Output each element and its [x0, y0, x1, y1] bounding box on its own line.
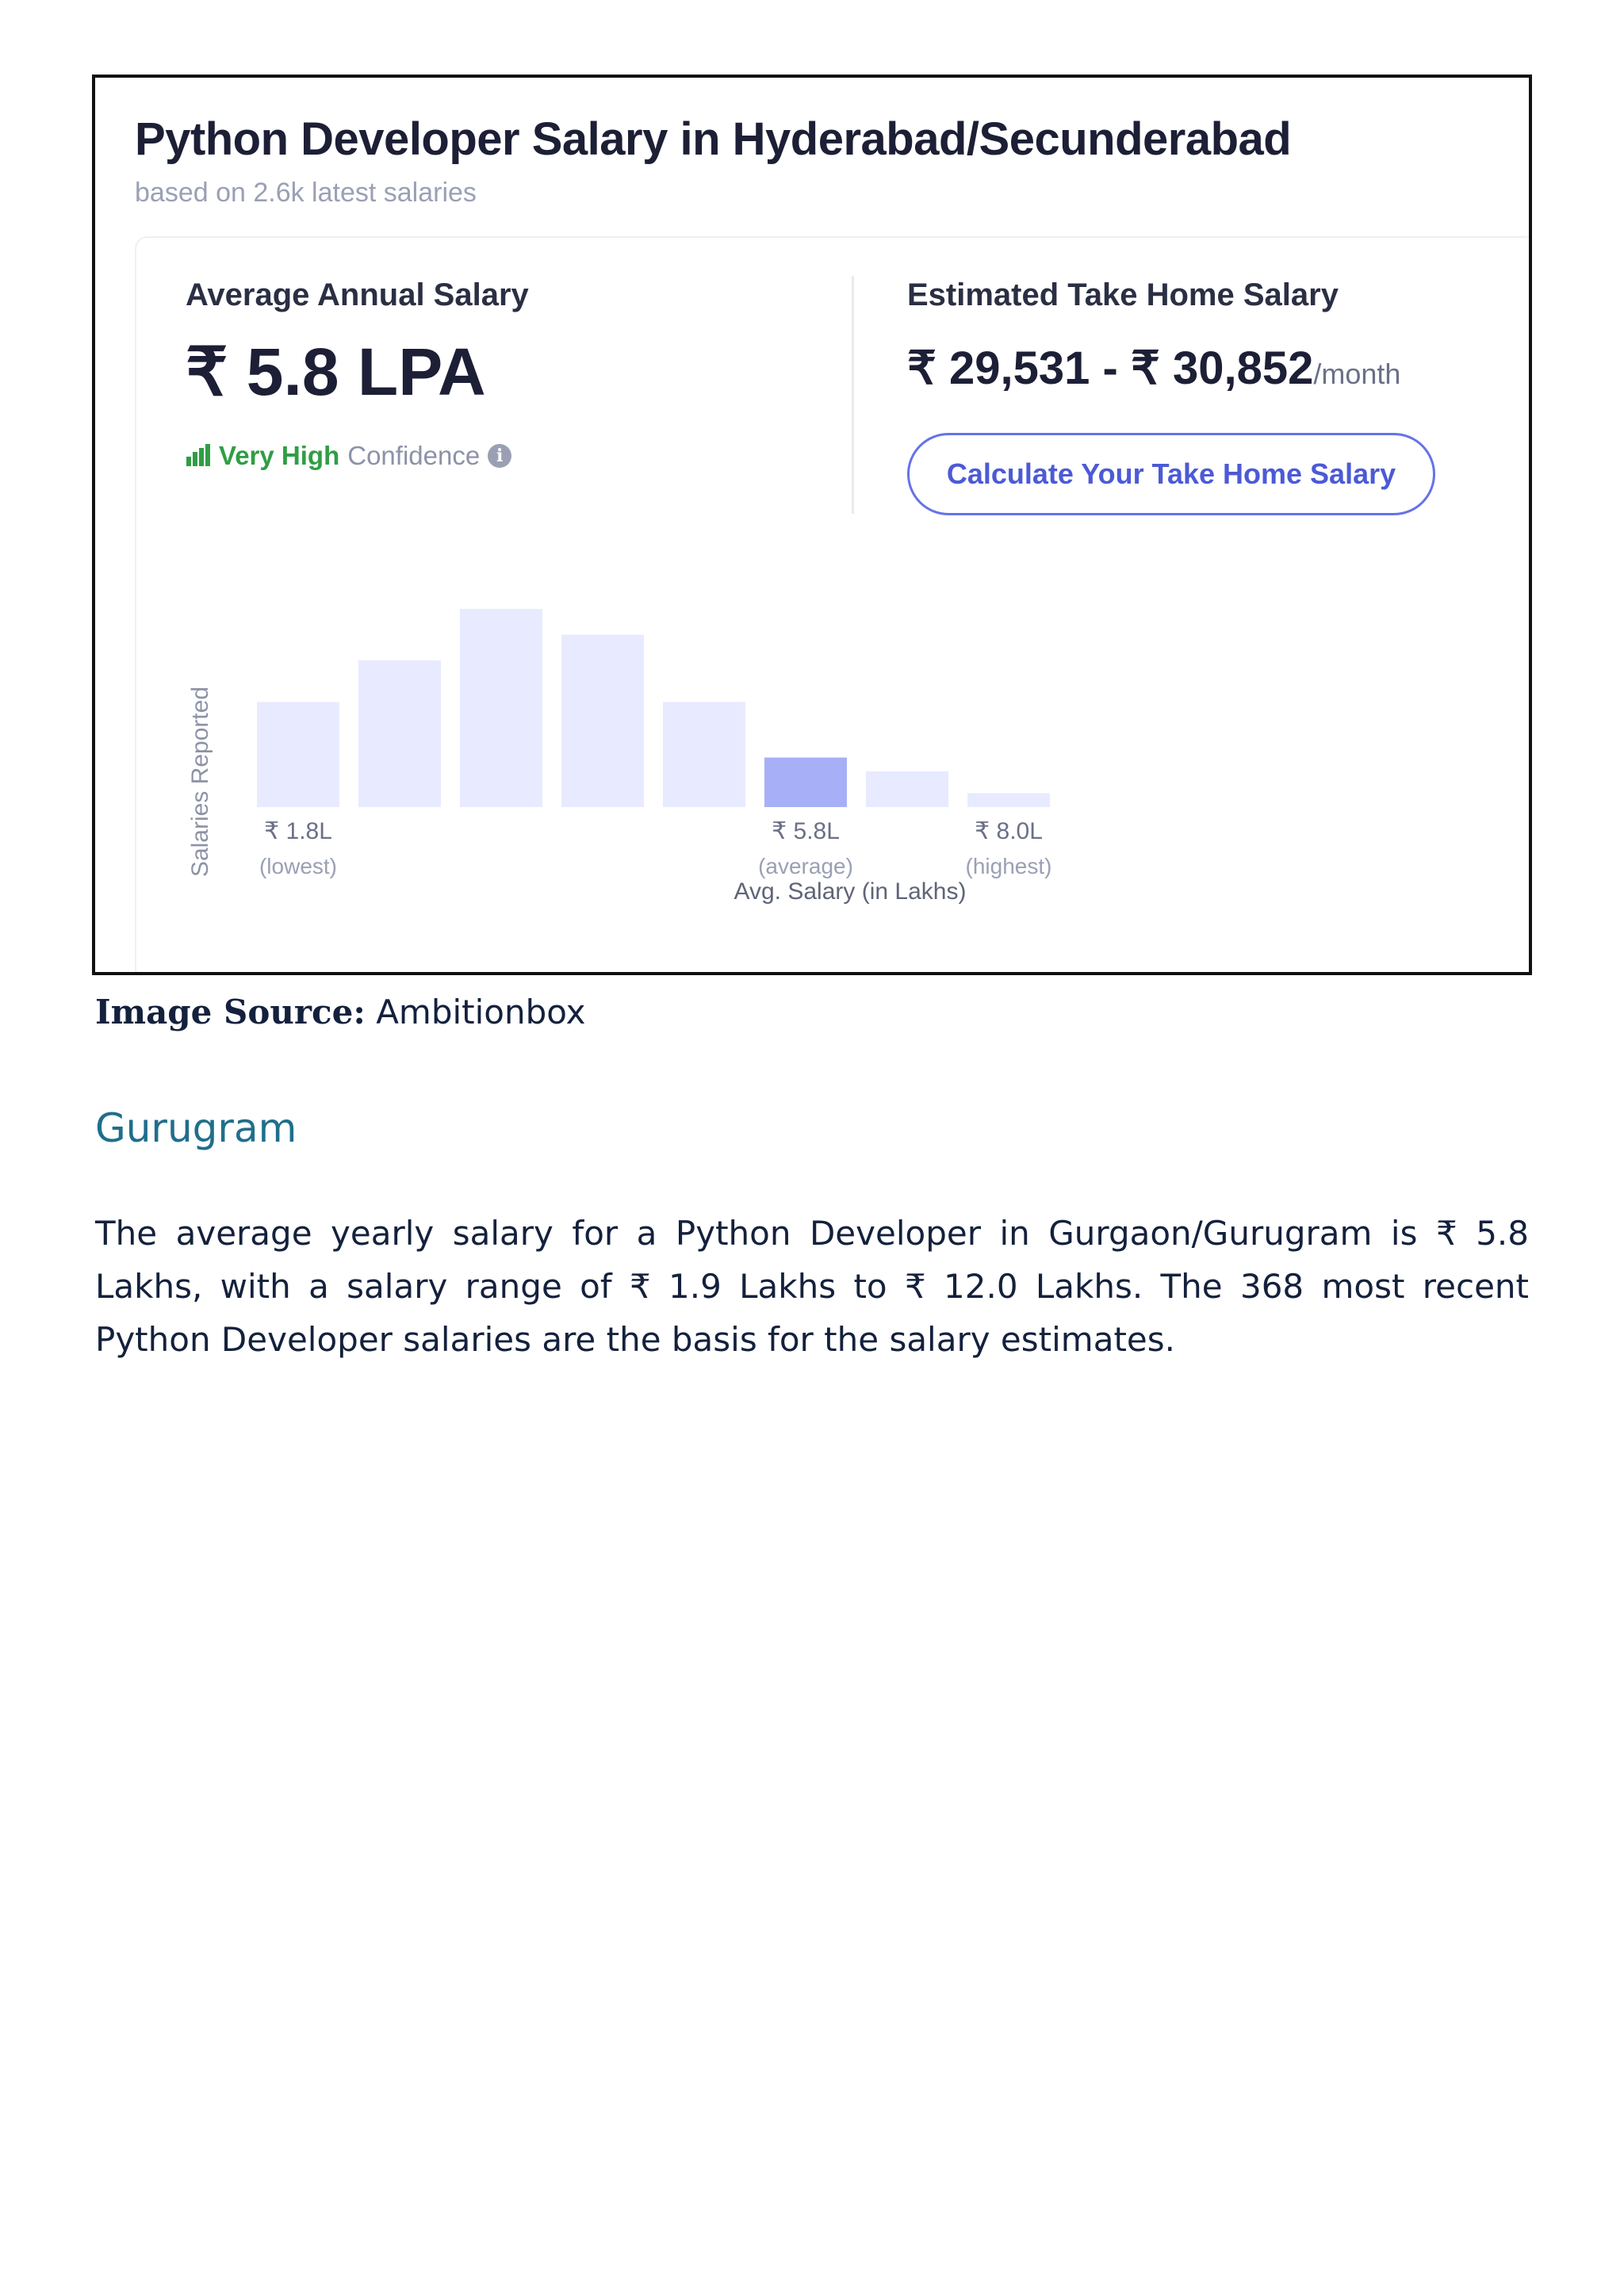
- x-tick-note: (highest): [965, 854, 1052, 878]
- chart-bar: [257, 702, 339, 808]
- caption-source: Ambitionbox: [376, 993, 586, 1031]
- x-tick-note: (average): [758, 854, 853, 878]
- x-tick-label: ₹ 8.0L: [975, 818, 1043, 844]
- chart-bar: [764, 758, 847, 808]
- chart-tick-labels: [259, 818, 1051, 878]
- salary-distribution-chart: [95, 78, 1529, 972]
- take-home-unit: /month: [1313, 358, 1401, 390]
- confidence-label: Confidence: [347, 441, 481, 470]
- x-tick-label: ₹ 5.8L: [772, 818, 840, 844]
- chart-bar: [460, 609, 542, 807]
- image-caption: [95, 993, 586, 1031]
- chart-bar: [967, 794, 1050, 808]
- info-icon[interactable]: i: [488, 444, 511, 468]
- salary-screenshot: [92, 75, 1532, 975]
- chart-bar: [663, 702, 745, 808]
- chart-bar: [561, 635, 644, 808]
- section-paragraph: The average yearly salary for a Python Developer in Gurgaon/Gurugram is ₹ 5.8 Lakhs, with a salary range of ₹ 1.9 Lakhs to ₹ 12.0 Lakhs. The 368 most recent Python Developer salaries are the basis for the salary estimates.: [95, 1214, 1529, 1359]
- x-tick-label: ₹ 1.8L: [264, 818, 332, 844]
- card-subtitle: based on 2.6k latest salaries: [135, 178, 477, 208]
- take-home-range: ₹ 29,531 - ₹ 30,852: [907, 342, 1314, 394]
- chart-bar: [358, 660, 441, 807]
- average-salary-value: ₹ 5.8 LPA: [186, 335, 486, 409]
- x-axis-label: Avg. Salary (in Lakhs): [733, 878, 967, 905]
- chart-bar: [866, 771, 948, 807]
- caption-label: Image Source:: [95, 993, 366, 1031]
- average-salary-label: Average Annual Salary: [186, 277, 529, 312]
- y-axis-label: Salaries Reported: [187, 686, 213, 878]
- section-heading: Gurugram: [95, 1105, 297, 1151]
- take-home-label: Estimated Take Home Salary: [907, 277, 1339, 312]
- card-title: Python Developer Salary in Hyderabad/Secunderabad: [135, 113, 1292, 165]
- calculate-take-home-button[interactable]: Calculate Your Take Home Salary: [907, 433, 1435, 515]
- x-tick-note: (lowest): [259, 854, 338, 878]
- chart-bars: [257, 609, 1050, 807]
- confidence-level: Very High: [219, 441, 340, 470]
